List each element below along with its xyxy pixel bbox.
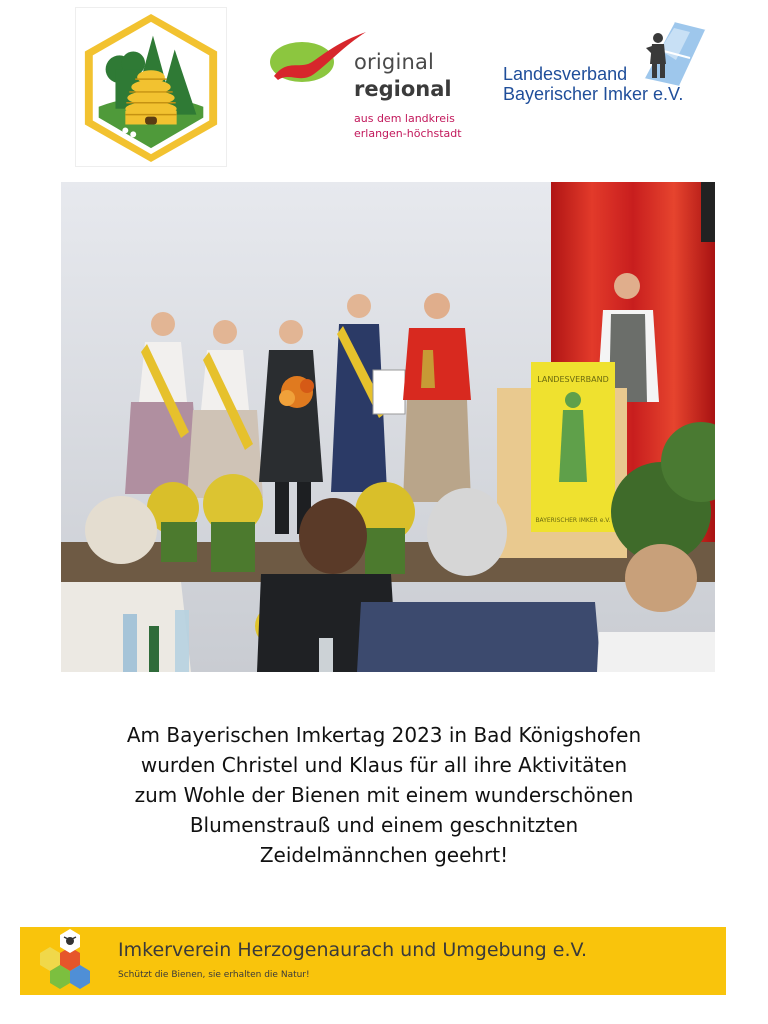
- regional-line-landkreis: aus dem landkreis: [354, 112, 455, 125]
- banner-text-top: LANDESVERBAND: [537, 375, 609, 384]
- beehive-hexagon-icon: [76, 8, 226, 166]
- award-ceremony-photo: [61, 182, 715, 672]
- caption-line-1: Am Bayerischen Imkertag 2023 in Bad Königshofen: [126, 723, 642, 747]
- beehive-logo: [75, 7, 227, 167]
- regional-line-erlangen: erlangen-höchstadt: [354, 127, 462, 140]
- footer-title: Imkerverein Herzogenaurach und Umgebung e.V.: [118, 939, 588, 961]
- regional-line-regional: regional: [354, 77, 452, 101]
- caption-line-2: wurden Christel und Klaus für all ihre Aktivitäten: [140, 753, 628, 777]
- landesverband-line2: Bayerischer Imker e.V.: [503, 84, 684, 104]
- banner-text-bottom: BAYERISCHER IMKER e.V.: [535, 517, 611, 524]
- caption-line-4: Blumenstrauß und einem geschnitzten: [189, 813, 579, 837]
- landesverband-logo: [500, 20, 710, 115]
- regional-line-original: original: [354, 50, 435, 74]
- footer-slogan: Schützt die Bienen, sie erhalten die Natur!: [118, 970, 310, 980]
- honeycomb-icon: [24, 927, 108, 995]
- caption-text: [40, 720, 728, 870]
- caption-line-5: Zeidelmännchen geehrt!: [259, 843, 509, 867]
- original-regional-logo: [268, 28, 468, 148]
- photo-illustration: [61, 182, 715, 672]
- landesverband-line1: Landesverband: [503, 64, 628, 84]
- caption-line-3: zum Wohle der Bienen mit einem wunderschönen: [134, 783, 634, 807]
- footer-banner: [20, 927, 726, 995]
- zeidler-figure-icon: [630, 20, 710, 90]
